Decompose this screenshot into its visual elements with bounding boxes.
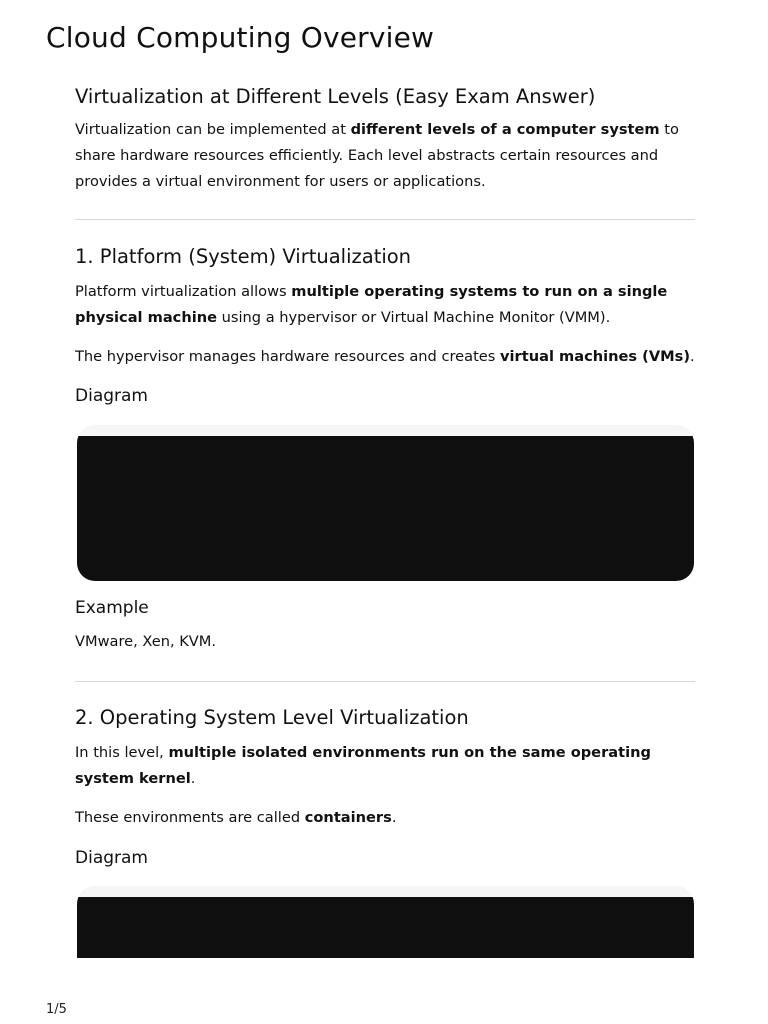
section-1-diagram-label: Diagram <box>75 386 148 406</box>
intro-heading: Virtualization at Different Levels (Easy Exam Answer) <box>75 85 596 108</box>
section-1-paragraph-2: The hypervisor manages hardware resources and creates virtual machines (VMs). <box>75 348 695 365</box>
section-1-example-text: VMware, Xen, KVM. <box>75 633 217 650</box>
page-number: 1/5 <box>46 1002 67 1017</box>
page-title: Cloud Computing Overview <box>46 21 435 54</box>
section-1-paragraph-1: Platform virtualization allows multiple operating systems to run on a single physical machine using a hypervisor or Virtual Machine Monitor (VMM). <box>75 283 668 326</box>
section-2-diagram-block[interactable] <box>77 886 694 958</box>
diagram-code-area <box>77 897 694 958</box>
section-2-diagram-label: Diagram <box>75 848 148 868</box>
section-1-heading: 1. Platform (System) Virtualization <box>75 245 412 268</box>
section-2-paragraph-2: These environments are called containers. <box>75 809 397 826</box>
diagram-code-area <box>77 436 694 581</box>
section-2-heading: 2. Operating System Level Virtualization <box>75 706 469 729</box>
section-1-example-label: Example <box>75 598 149 618</box>
section-divider <box>75 219 695 220</box>
intro-bold: different levels of a computer system <box>350 121 660 138</box>
section-1-diagram-block[interactable] <box>77 425 694 581</box>
section-divider <box>75 681 695 682</box>
section-2-paragraph-1: In this level, multiple isolated environments run on the same operating system kernel. <box>75 744 651 787</box>
intro-paragraph: Virtualization can be implemented at different levels of a computer system to share hardware resources efficiently. Each level abstracts certain resources and provides a virtual environment for users or applications. <box>75 121 679 190</box>
